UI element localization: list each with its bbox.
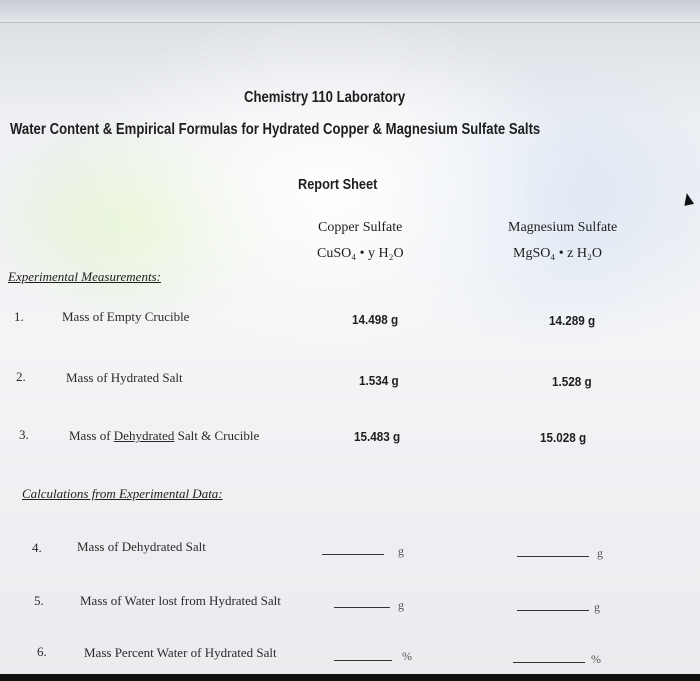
row-4-label: Mass of Dehydrated Salt <box>77 539 206 554</box>
course-title: Chemistry 110 Laboratory <box>244 89 406 106</box>
row-1-magnesium-value: 14.289 g <box>549 313 596 328</box>
row-6-magnesium-blank <box>513 662 585 663</box>
row-3-magnesium-value: 15.028 g <box>540 430 587 445</box>
row-2-label: Mass of Hydrated Salt <box>66 370 183 385</box>
bottom-edge <box>0 674 700 681</box>
row-4-copper-blank <box>322 554 384 555</box>
row-2-number: 2. <box>16 369 26 384</box>
top-edge <box>0 0 700 23</box>
row-6-copper-unit: % <box>402 649 412 663</box>
row-2-copper-value: 1.534 g <box>359 373 399 388</box>
row-3-label <box>69 429 259 442</box>
row-6-magnesium-unit: % <box>591 652 601 666</box>
row-3-label-suffix: Salt & Crucible <box>174 428 260 443</box>
copper-column-formula: CuSO₄ • y H₂O <box>317 246 404 261</box>
row-5-magnesium-blank <box>517 610 589 611</box>
row-5-copper-blank <box>334 607 390 608</box>
row-5-magnesium-unit: g <box>594 600 600 614</box>
row-4-magnesium-blank <box>517 556 589 557</box>
row-6-label: Mass Percent Water of Hydrated Salt <box>84 645 277 660</box>
row-3-copper-value: 15.483 g <box>354 429 401 444</box>
row-4-magnesium-unit: g <box>597 546 603 560</box>
row-1-number: 1. <box>14 309 24 324</box>
row-4-number: 4. <box>32 540 42 555</box>
magnesium-column-formula: MgSO₄ • z H₂O <box>513 246 602 261</box>
row-3-label-prefix: Mass of <box>69 428 114 443</box>
document-title: Water Content & Empirical Formulas for Hydrated Copper & Magnesium Sulfate Salts <box>10 121 541 138</box>
row-6-number: 6. <box>37 644 47 659</box>
row-5-copper-unit: g <box>398 598 404 612</box>
row-4-copper-unit: g <box>398 544 404 558</box>
row-3-number: 3. <box>19 427 29 442</box>
experimental-heading: Experimental Measurements: <box>8 269 161 284</box>
row-1-copper-value: 14.498 g <box>352 312 399 327</box>
magnesium-column-name: Magnesium Sulfate <box>508 220 618 235</box>
row-3-label-underlined: Dehydrated <box>113 428 175 443</box>
report-sheet-heading: Report Sheet <box>298 176 378 193</box>
calculations-heading: Calculations from Experimental Data: <box>22 486 223 501</box>
copper-column-name: Copper Sulfate <box>318 220 403 235</box>
row-5-label: Mass of Water lost from Hydrated Salt <box>80 593 281 608</box>
mouse-pointer-icon <box>682 192 694 206</box>
row-1-label: Mass of Empty Crucible <box>62 309 190 324</box>
row-6-copper-blank <box>334 660 392 661</box>
row-2-magnesium-value: 1.528 g <box>552 374 592 389</box>
row-5-number: 5. <box>34 593 44 608</box>
